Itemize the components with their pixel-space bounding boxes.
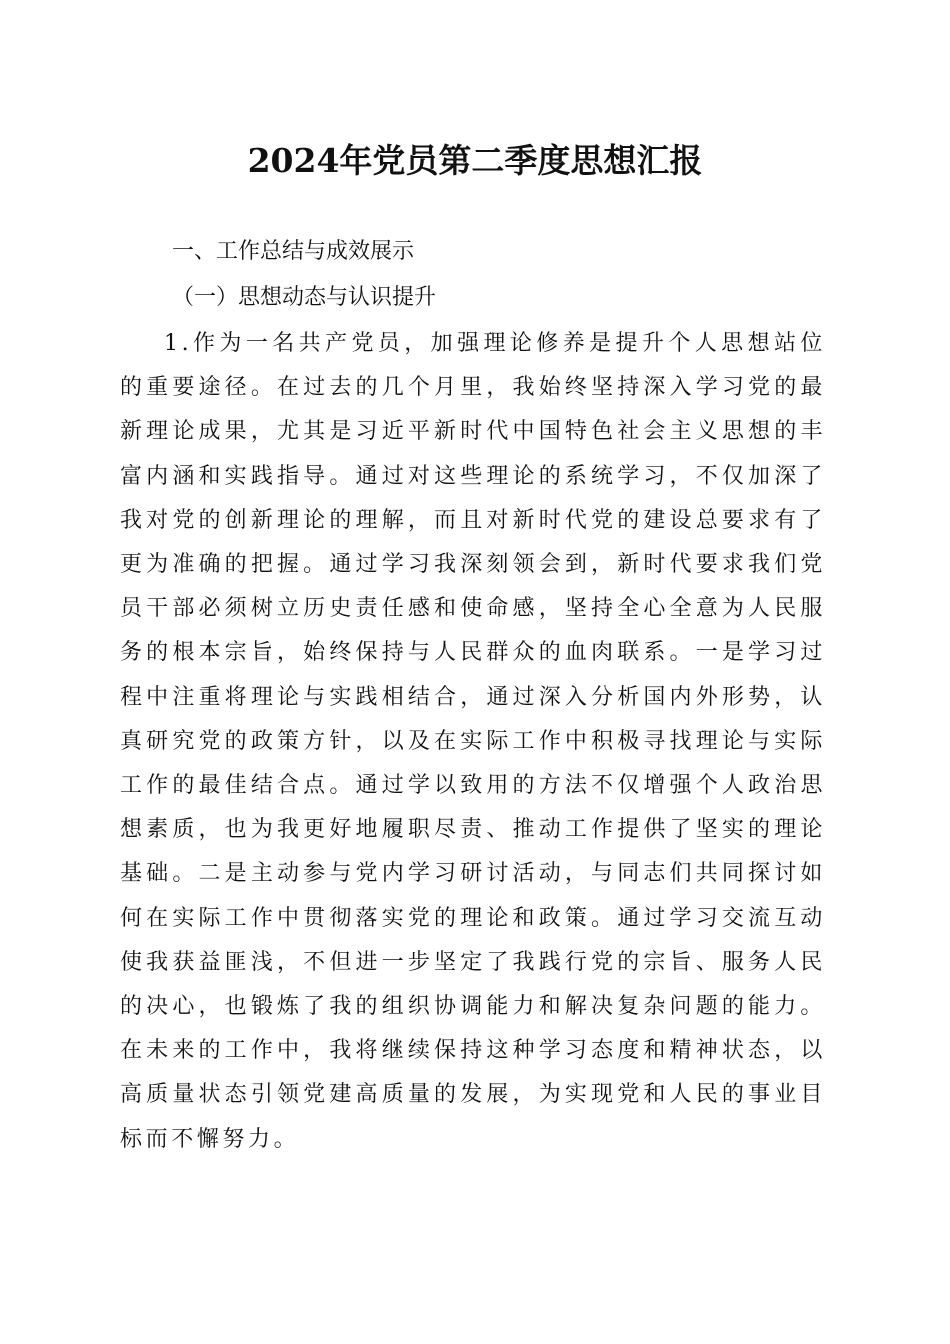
section-heading: 一、工作总结与成效展示 <box>172 239 415 264</box>
subsection-heading: （一）思想动态与认识提升 <box>172 285 437 310</box>
document-title: 2024年党员第二季度思想汇报 <box>247 141 703 180</box>
body-paragraph: 1.作为一名共产党员，加强理论修养是提升个人思想站位的重要途径。在过去的几个月里，我始终坚持深入学习党的最新理论成果，尤其是习近平新时代中国特色社会主义思想的丰富内涵和实践指导。通过对这些理论的系统学习，不仅加深了我对党的创新理论的理解，而且对新时代党的建设总要求有了更为准确的把握。通过学习我深刻领会到，新时代要求我们党员干部必须树立历史责任感和使命感，坚持全心全意为人民服务的根本宗旨，始终保持与人民群众的血肉联系。一是学习过程中注重将理论与实践相结合，通过深入分析国内外形势，认真研究党的政策方针，以及在实际工作中积极寻找理论与实际工作的最佳结合点。通过学以致用的方法不仅增强个人政治思想素质，也为我更好地履职尽责、推动工作提供了坚实的理论基础。二是主动参与党内学习研讨活动，与同志们共同探讨如何在实际工作中贯彻落实党的理论和政策。通过学习交流互动使我获益匪浅，不但进一步坚定了我践行党的宗旨、服务人民的决心，也锻炼了我的组织协调能力和解决复杂问题的能力。在未来的工作中，我将继续保持这种学习态度和精神状态，以高质量状态引领党建高质量的发展，为实现党和人民的事业目标而不懈努力。 <box>120 331 826 1152</box>
